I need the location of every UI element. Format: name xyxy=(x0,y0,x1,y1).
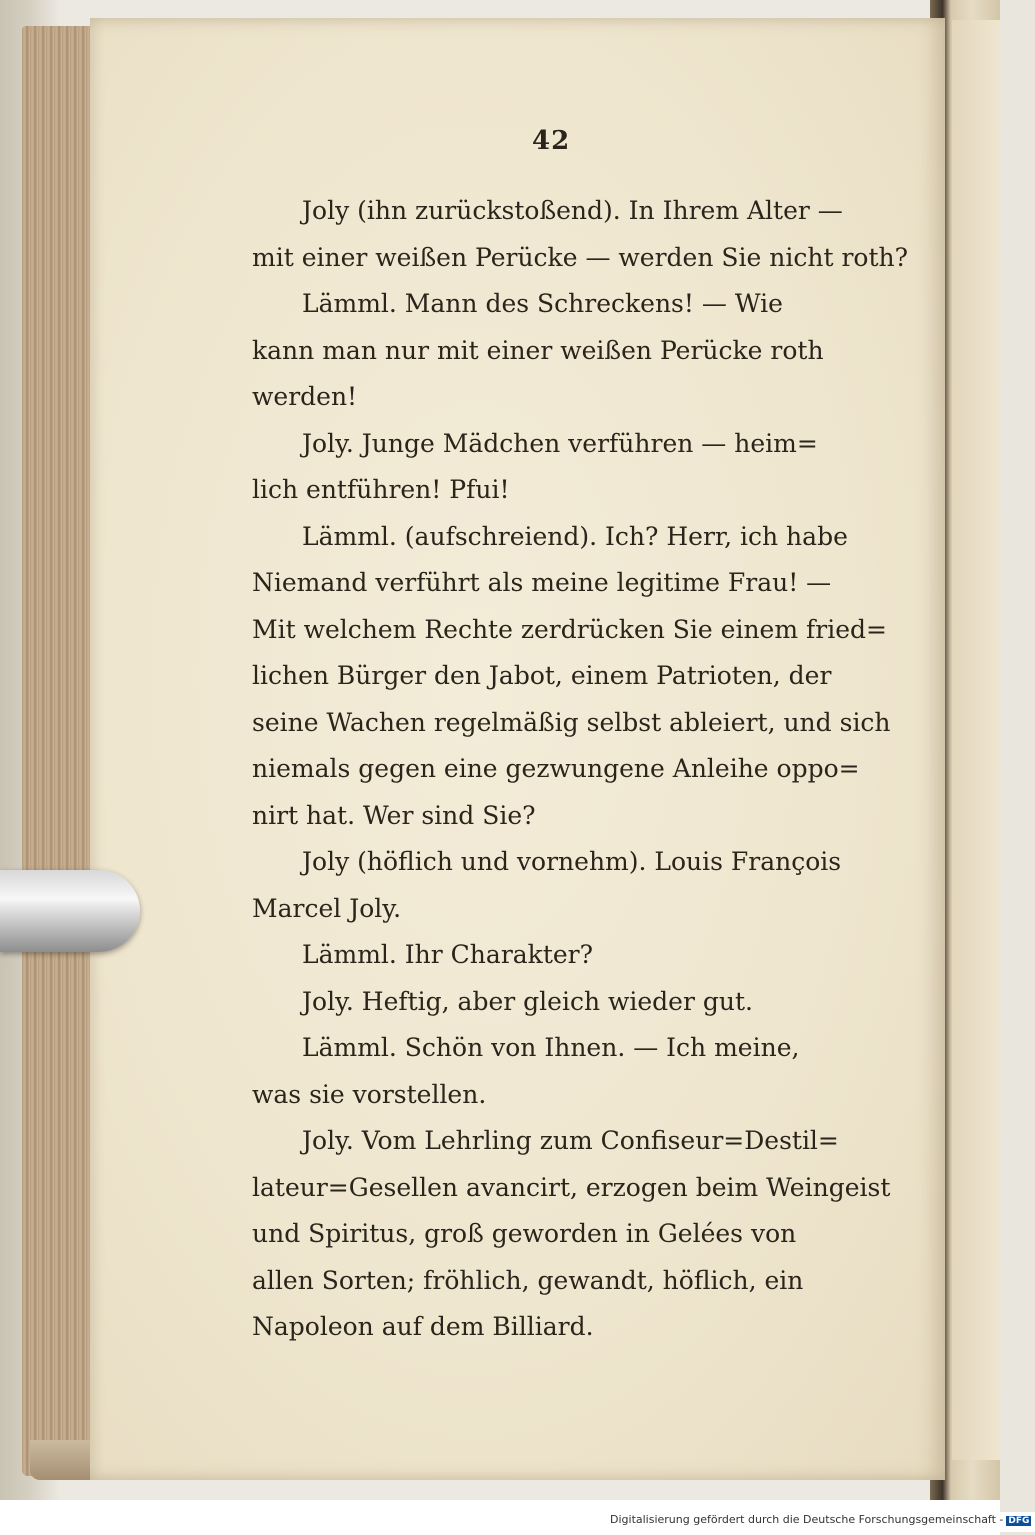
text-line: Joly (ihn zurückstoßend). In Ihrem Alter — xyxy=(302,196,843,225)
page-number: 42 xyxy=(532,126,571,156)
text-line: Marcel Joly. xyxy=(252,893,402,923)
book-page-edges xyxy=(22,26,94,1476)
text-line: und Spiritus, groß geworden in Gelées von xyxy=(252,1219,797,1248)
text-line: Joly. Vom Lehrling zum Confiseur=Destil= xyxy=(302,1126,839,1155)
text-line: nirt hat. Wer sind Sie? xyxy=(252,800,536,830)
text-line: Joly. Heftig, aber gleich wieder gut. xyxy=(302,986,753,1016)
text-line: allen Sorten; fröhlich, gewandt, höflich, ein xyxy=(252,1265,804,1295)
text-line: niemals gegen eine gezwungene Anleihe oppo= xyxy=(252,754,860,783)
scanner-clip xyxy=(0,870,140,952)
text-line: Napoleon auf dem Billiard. xyxy=(252,1312,594,1341)
text-line: lich entführen! Pfui! xyxy=(252,475,510,504)
text-line: Lämml. (aufschreiend). Ich? Herr, ich habe xyxy=(302,521,848,551)
text-line: Joly (höflich und vornehm). Louis François xyxy=(302,847,842,876)
dfg-logo: DFG xyxy=(1008,1516,1030,1526)
text-line: seine Wachen regelmäßig selbst ableiert, und sich xyxy=(252,707,891,737)
text-line: Lämml. Ihr Charakter? xyxy=(302,940,594,969)
text-line: werden! xyxy=(252,382,358,411)
text-line: Joly. Junge Mädchen verführen — heim= xyxy=(302,428,818,458)
facing-page-edge xyxy=(952,20,1000,1460)
text-line: was sie vorstellen. xyxy=(252,1079,487,1109)
text-line: Lämml. Mann des Schreckens! — Wie xyxy=(302,289,783,318)
funding-credit-text: Digitalisierung gefördert durch die Deutsche Forschungsgemeinschaft - xyxy=(610,1513,1004,1526)
text-line: lichen Bürger den Jabot, einem Patrioten, der xyxy=(252,661,832,690)
text-line: Mit welchem Rechte zerdrücken Sie einem fried= xyxy=(252,614,887,644)
text-line: mit einer weißen Perücke — werden Sie nicht roth? xyxy=(252,242,908,272)
text-line: lateur=Gesellen avancirt, erzogen beim Weingeist xyxy=(252,1172,891,1202)
text-line: Lämml. Schön von Ihnen. — Ich meine, xyxy=(302,1033,800,1062)
page-text xyxy=(252,188,908,1351)
text-line: kann man nur mit einer weißen Perücke roth xyxy=(252,335,824,365)
text-line: Niemand verführt als meine legitime Frau! — xyxy=(252,568,832,597)
funding-credit xyxy=(606,1512,1035,1532)
